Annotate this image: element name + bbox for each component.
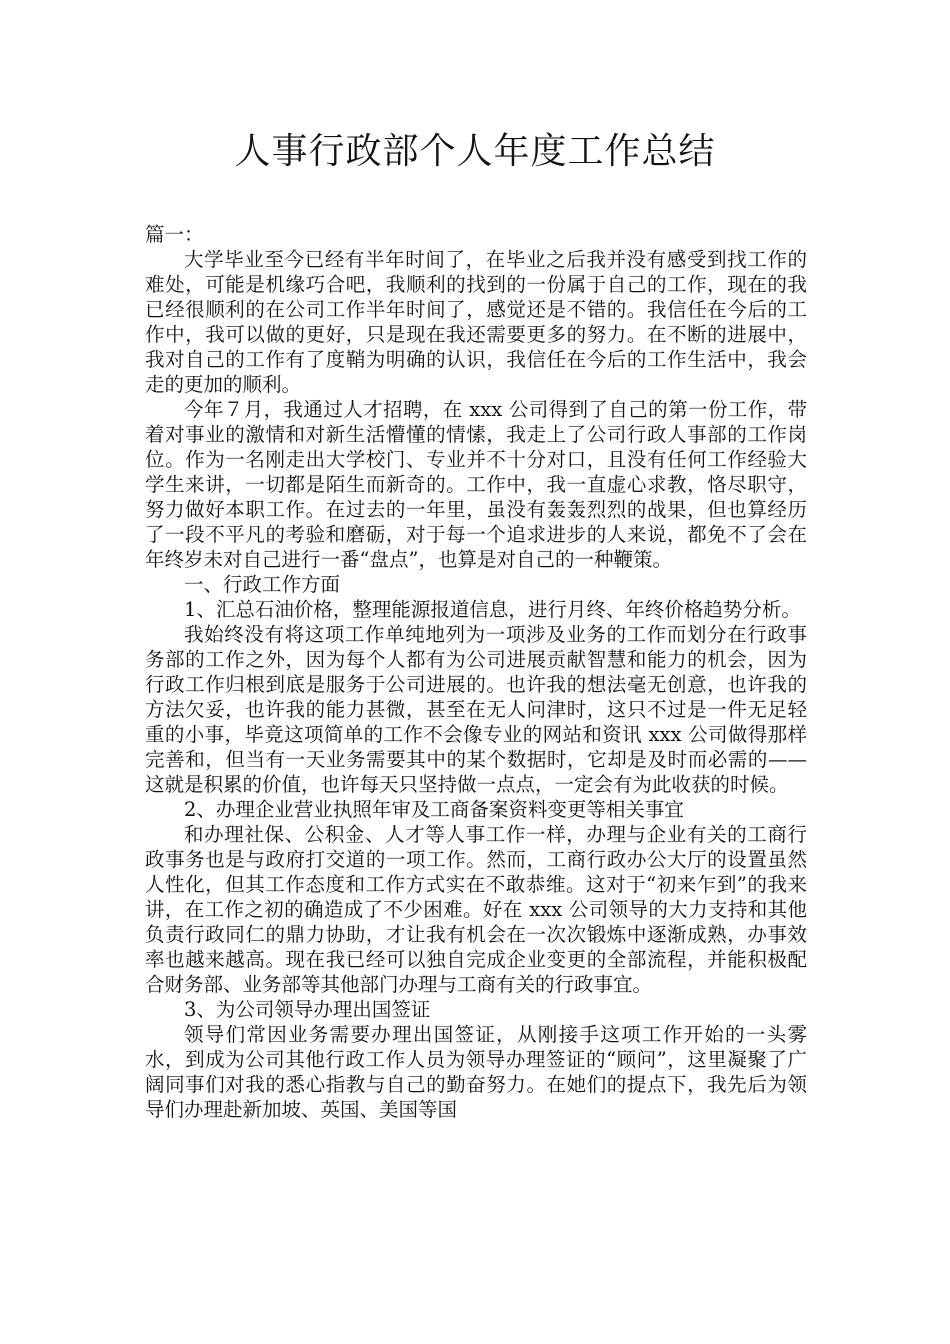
document-title: 人事行政部个人年度工作总结	[234, 131, 716, 172]
paragraph: 我始终没有将这项工作单纯地列为一项涉及业务的工作而划分在行政事务部的工作之外，因为每个人都有为公司进展贡献智慧和能力的机会，因为行政工作归根到底是服务于公司进展的。也许我的想法毫无创意，也许我的方法欠妥，也许我的能力甚微，甚至在无人问津时，这只不过是一件无足轻重的小事，毕竟这项简单的工作不会像专业的网站和资讯 xxx 公司做得那样完善和，但当有一天业务需要其中的某个数据时，它却是及时而必需的——这就是积累的价值，也许每天只坚持做一点点，一定会有为此收获的时候。	[145, 623, 807, 796]
document-body	[145, 222, 807, 1122]
subsection-heading: 2、办理企业营业执照年审及工商备案资料变更等相关事宜	[184, 798, 684, 821]
paragraph: 和办理社保、公积金、人才等人事工作一样，办理与企业有关的工商行政事务也是与政府打交道的一项工作。然而，工商行政办公大厅的设置虽然人性化，但其工作态度和工作方式实在不敢恭维。这对于“初来乍到”的我来讲，在工作之初的确造成了不少困难。好在 xxx 公司领导的大力支持和其他负责行政同仁的鼎力协助，才让我有机会在一次次锻炼中逐渐成熟，办事效率也越来越高。现在我已经可以独自完成企业变更的全部流程，并能积极配合财务部、业务部等其他部门办理与工商有关的行政事宜。	[145, 823, 807, 996]
section-heading: 一、行政工作方面	[184, 573, 341, 596]
subsection-heading: 1、汇总石油价格，整理能源报道信息，进行月终、年终价格趋势分析。	[184, 598, 801, 621]
paragraph: 领导们常因业务需要办理出国签证，从刚接手这项工作开始的一头雾水，到成为公司其他行政工作人员为领导办理签证的“顾问”，这里凝聚了广阔同事们对我的悉心指教与自己的勤奋努力。在她们的提点下，我先后为领导们办理赴新加坡、英国、美国等国	[145, 1023, 807, 1121]
paragraph: 大学毕业至今已经有半年时间了，在毕业之后我并没有感受到找工作的难处，可能是机缘巧合吧，我顺利的找到的一份属于自己的工作，现在的我已经很顺利的在公司工作半年时间了，感觉还是不错的。我信任在今后的工作中，我可以做的更好，只是现在我还需要更多的努力。在不断的进展中，我对自己的工作有了度鞘为明确的认识，我信任在今后的工作生活中，我会走的更加的顺利。	[145, 248, 807, 396]
paragraph-heading-pian-yi: 篇一：	[145, 223, 204, 246]
subsection-heading: 3、为公司领导办理出国签证	[184, 998, 431, 1021]
paragraph: 今年７月，我通过人才招聘，在 xxx 公司得到了自己的第一份工作，带着对事业的激情和对新生活懵懂的情愫，我走上了公司行政人事部的工作岗位。作为一名刚走出大学校门、专业并不十分对口，且没有任何工作经验大学生来讲，一切都是陌生而新奇的。工作中，我一直虚心求教，恪尽职守，努力做好本职工作。在过去的一年里，虽没有轰轰烈烈的战果，但也算经历了一段不平凡的考验和磨砺，对于每一个追求进步的人来说，都免不了会在年终岁未对自己进行一番“盘点”，也算是对自己的一种鞭策。	[145, 398, 807, 571]
